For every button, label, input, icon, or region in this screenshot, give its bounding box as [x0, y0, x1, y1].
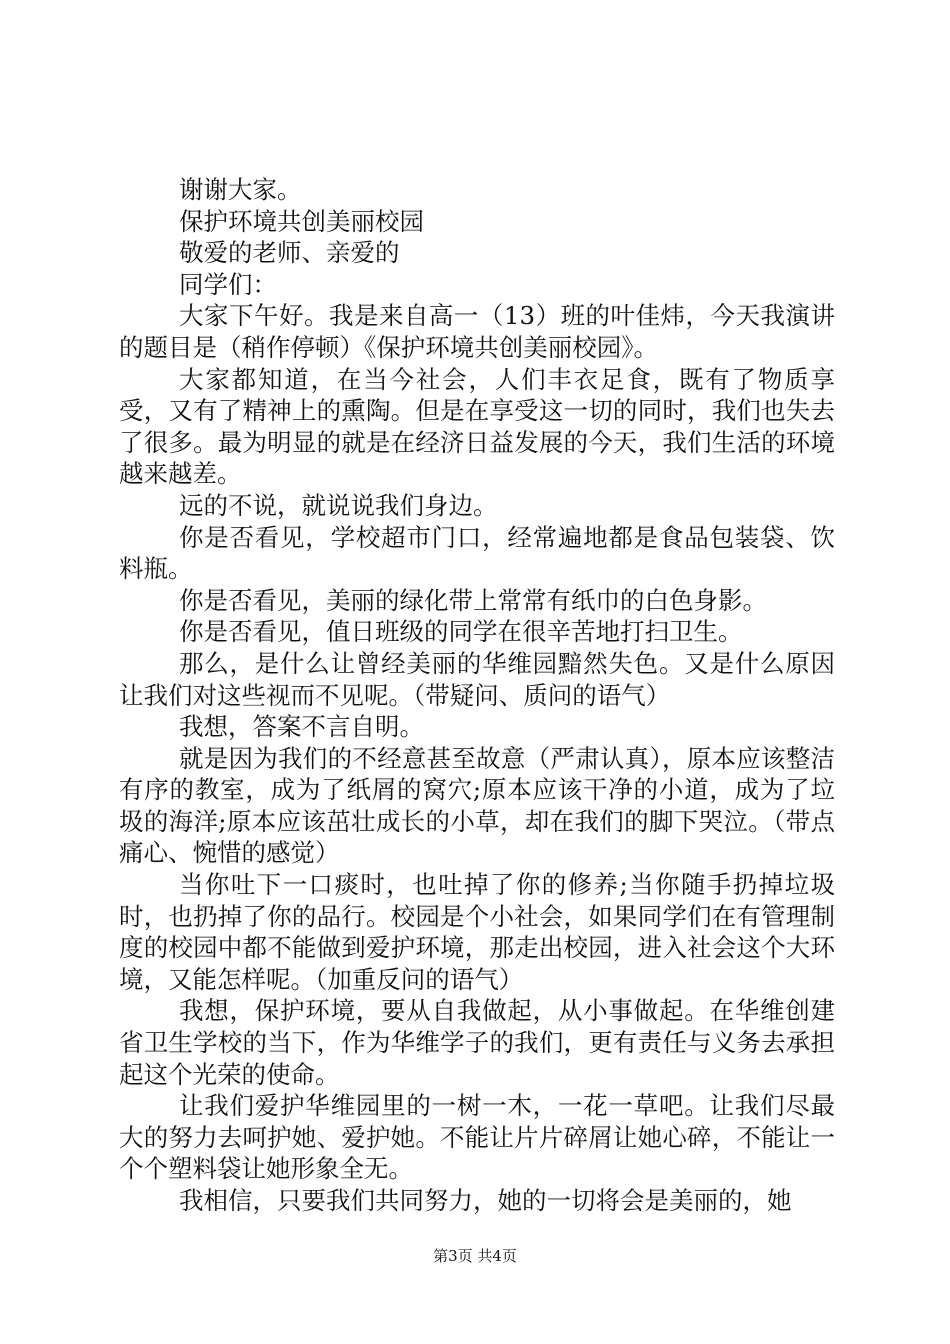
- paragraph-salutation: 敬爱的老师、亲爱的: [179, 238, 400, 268]
- paragraph-question: 那么，是什么让曾经美丽的华维园黯然失色。又是什么原因让我们对这些视而不见呢。（带疑问、质问的语气）: [119, 648, 835, 710]
- paragraph-greeting: 大家下午好。我是来自高一（13）班的叶佳炜，今天我演讲的题目是（稍作停顿）《保护环境共创美丽校园》。: [119, 301, 835, 362]
- paragraph-nearby: 远的不说，就说说我们身边。: [179, 490, 498, 520]
- paragraph-start-from-self: 我想，保护环境，要从自我做起，从小事做起。在华维创建省卫生学校的当下，作为华维学子的我们，更有责任与义务去承担起这个光荣的使命。: [119, 996, 835, 1089]
- paragraph-supermarket: 你是否看见，学校超市门口，经常遍地都是食品包装袋、饮料瓶。: [119, 522, 835, 584]
- paragraph-cleaning: 你是否看见，值日班级的同学在很辛苦地打扫卫生。: [179, 617, 743, 647]
- paragraph-society: 大家都知道，在当今社会，人们丰衣足食，既有了物质享受，又有了精神上的熏陶。但是在享受这一切的同时，我们也失去了很多。最为明显的就是在经济日益发展的今天，我们生活的环境越来越差。: [119, 364, 835, 489]
- page-number: 第3页 共4页: [433, 1247, 517, 1265]
- paragraph-belief: 我相信，只要我们共同努力，她的一切将会是美丽的，她: [179, 1186, 792, 1215]
- page-footer: [0, 1246, 950, 1266]
- paragraph-answer: 我想，答案不言自明。: [179, 712, 425, 742]
- paragraph-speech-title: 保护环境共创美丽校园: [179, 206, 425, 236]
- paragraph-care-campus: 让我们爱护华维园里的一树一木，一花一草吧。让我们尽最大的努力去呵护她、爱护她。不能让片片碎屑让她心碎，不能让一个个塑料袋让她形象全无。: [119, 1091, 835, 1184]
- paragraph-thanks: 谢谢大家。: [179, 175, 302, 204]
- paragraph-greenbelt: 你是否看见，美丽的绿化带上常常有纸巾的白色身影。: [179, 585, 768, 615]
- paragraph-carelessness: 就是因为我们的不经意甚至故意（严肃认真），原本应该整洁有序的教室，成为了纸屑的窝穴;原本应该干净的小道，成为了垃圾的海洋;原本应该茁壮成长的小草，却在我们的脚下哭泣。（带点痛心、惋惜的感觉）: [119, 743, 835, 868]
- paragraph-manners: 当你吐下一口痰时，也吐掉了你的修养;当你随手扔掉垃圾时，也扔掉了你的品行。校园是个小社会，如果同学们在有管理制度的校园中都不能做到爱护环境，那走出校园，进入社会这个大环境，又能怎样呢。（加重反问的语气）: [119, 870, 835, 994]
- document-body: [119, 174, 835, 1217]
- paragraph-salutation-students: 同学们：: [179, 269, 278, 299]
